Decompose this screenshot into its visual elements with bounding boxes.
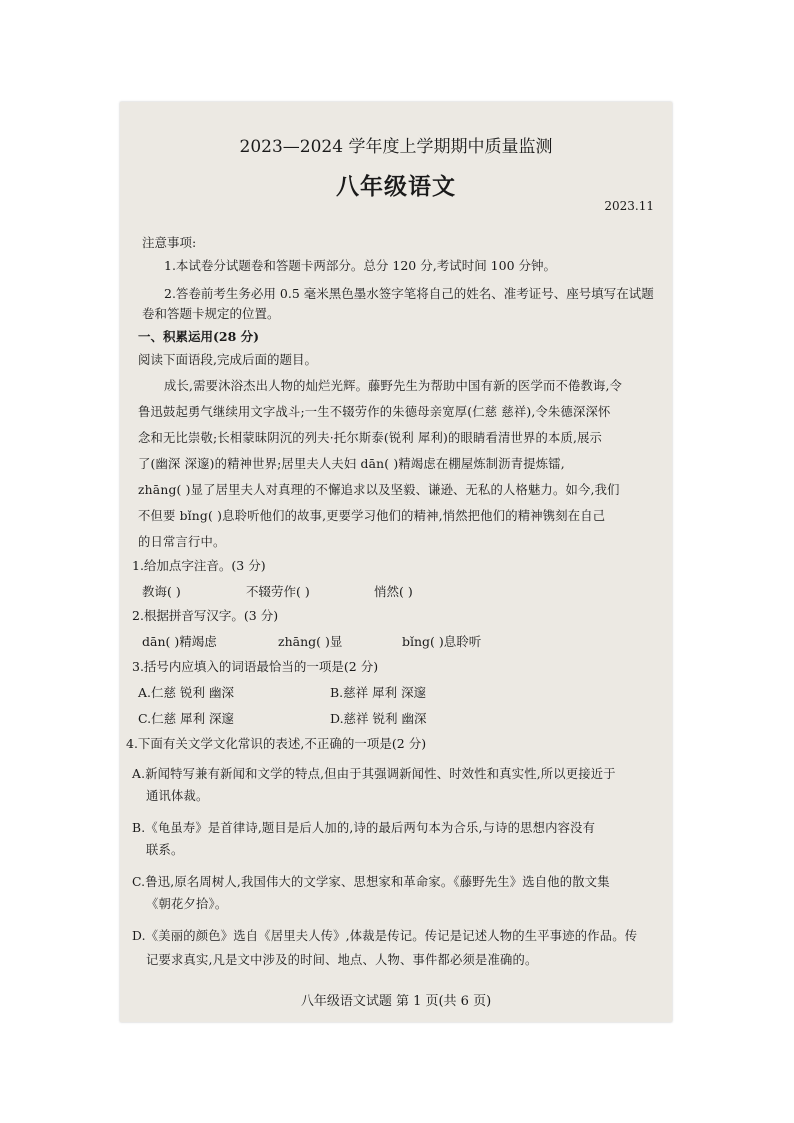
passage-line: zhāng( )显了居里夫人对真理的不懈追求以及坚毅、谦逊、无私的人格魅力。如今,我们 bbox=[138, 483, 620, 497]
q4-option-a-cont: 通讯体裁。 bbox=[146, 789, 209, 803]
q4-option-d-cont: 记要求真实,凡是文中涉及的时间、地点、人物、事件都必须是准确的。 bbox=[146, 953, 538, 967]
q2-item-c: bǐng( )息聆听 bbox=[402, 634, 482, 649]
notes-item-2-line-2: 卷和答题卡规定的位置。 bbox=[142, 306, 280, 321]
section-instruction: 阅读下面语段,完成后面的题目。 bbox=[138, 352, 317, 367]
page-footer: 八年级语文试题 第 1 页(共 6 页) bbox=[300, 994, 492, 1009]
q2-item-a: dān( )精竭虑 bbox=[142, 634, 217, 649]
passage-line: 了(幽深 深邃)的精神世界;居里夫人夫妇 dān( )精竭虑在棚屋炼制沥青提炼镭, bbox=[138, 457, 565, 471]
q4-option-b-cont: 联系。 bbox=[146, 843, 184, 857]
exam-date: 2023.11 bbox=[604, 199, 654, 213]
notes-item-1: 1.本试卷分试题卷和答题卡两部分。总分 120 分,考试时间 100 分钟。 bbox=[164, 258, 557, 273]
q3-option-b: B.慈祥 犀利 深邃 bbox=[330, 685, 427, 700]
q4-stem: 4.下面有关文学文化常识的表述,不正确的一项是(2 分) bbox=[126, 736, 427, 751]
notes-heading: 注意事项: bbox=[142, 235, 197, 250]
exam-title: 2023—2024 学年度上学期期中质量监测 bbox=[239, 137, 553, 157]
passage-line: 不但要 bǐng( )息聆听他们的故事,更要学习他们的精神,悄然把他们的精神镌刻在自己 bbox=[138, 509, 606, 523]
q1-item-a: 教诲( ) bbox=[142, 584, 181, 599]
q2-stem: 2.根据拼音写汉字。(3 分) bbox=[132, 608, 279, 623]
passage-line: 的日常言行中。 bbox=[138, 535, 226, 549]
q3-option-c: C.仁慈 犀利 深邃 bbox=[138, 711, 235, 726]
q4-option-d: D.《美丽的颜色》选自《居里夫人传》,体裁是传记。传记是记述人物的生平事迹的作品。传 bbox=[132, 929, 638, 943]
passage-line: 鲁迅鼓起勇气继续用文字战斗;一生不辍劳作的朱德母亲宽厚(仁慈 慈祥),令朱德深深怀 bbox=[138, 405, 611, 419]
q4-option-a: A.新闻特写兼有新闻和文学的特点,但由于其强调新闻性、时效性和真实性,所以更接近于 bbox=[132, 767, 616, 781]
q3-option-a: A.仁慈 锐利 幽深 bbox=[138, 685, 234, 700]
q3-option-d: D.慈祥 锐利 幽深 bbox=[330, 711, 427, 726]
q3-stem: 3.括号内应填入的词语最恰当的一项是(2 分) bbox=[132, 659, 379, 674]
passage-line: 念和无比崇敬;长相蒙昧阴沉的列夫·托尔斯泰(锐利 犀利)的眼睛看清世界的本质,展示 bbox=[138, 431, 603, 445]
q4-option-c: C.鲁迅,原名周树人,我国伟大的文学家、思想家和革命家。《藤野先生》选自他的散文集 bbox=[132, 875, 610, 889]
passage-line: 成长,需要沐浴杰出人物的灿烂光辉。藤野先生为帮助中国有新的医学而不倦教诲,令 bbox=[164, 379, 623, 393]
exam-subject: 八年级语文 bbox=[336, 173, 456, 200]
q2-item-b: zhāng( )显 bbox=[278, 634, 343, 649]
q1-item-b: 不辍劳作( ) bbox=[246, 584, 310, 599]
notes-item-2-line-1: 2.答卷前考生务必用 0.5 毫米黑色墨水签字笔将自己的姓名、准考证号、座号填写在试题 bbox=[164, 286, 654, 301]
section-heading: 一、积累运用(28 分) bbox=[138, 329, 260, 344]
q1-item-c: 悄然( ) bbox=[374, 584, 413, 599]
q4-option-c-cont: 《朝花夕拾》。 bbox=[146, 897, 228, 911]
q1-stem: 1.给加点字注音。(3 分) bbox=[132, 558, 266, 573]
q4-option-b: B.《龟虽寿》是首律诗,题目是后人加的,诗的最后两句本为合乐,与诗的思想内容没有 bbox=[132, 821, 596, 835]
exam-sheet bbox=[120, 102, 672, 1022]
